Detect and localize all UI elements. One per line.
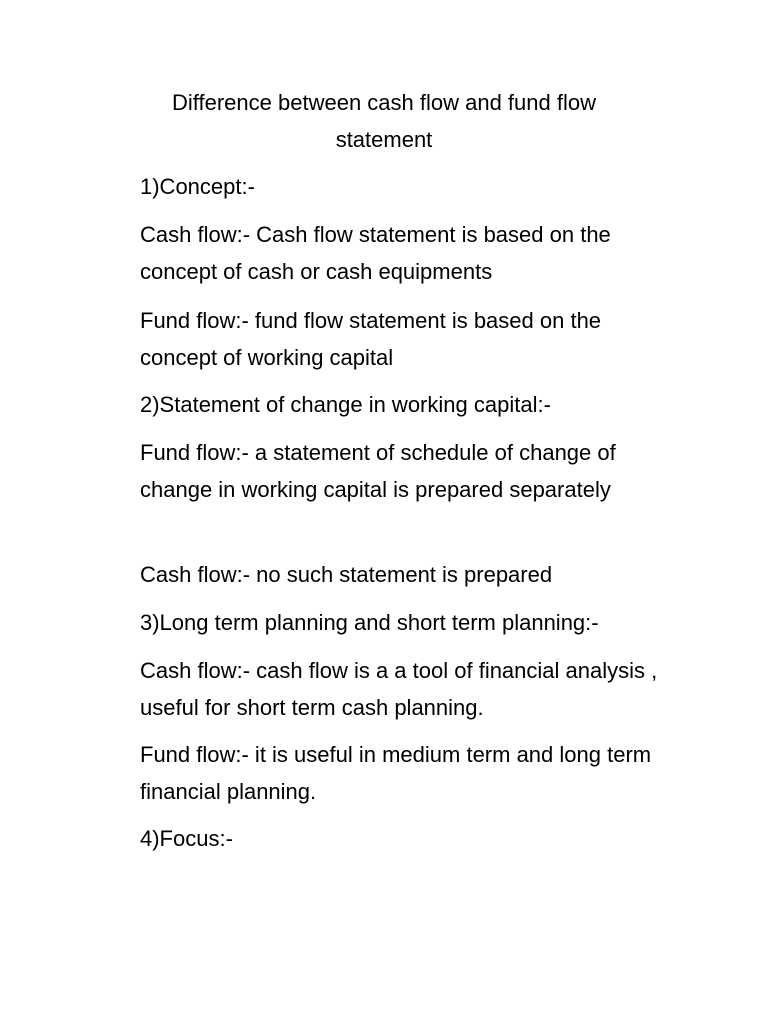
paragraph-fund-flow-planning: Fund flow:- it is useful in medium term and long term financial planning. [140,742,652,804]
section-heading-planning: 3)Long term planning and short term planning:- [140,610,599,635]
paragraph-fund-flow-concept: Fund flow:- fund flow statement is based on the concept of working capital [140,308,602,370]
section-heading-concept: 1)Concept:- [140,174,255,199]
title-line-2: statement [335,127,433,152]
paragraph-cash-flow-working-capital: Cash flow:- no such statement is prepared [140,562,553,587]
paragraph-cash-flow-concept: Cash flow:- Cash flow statement is based on the concept of cash or cash equipments [140,222,611,284]
document-title [110,84,658,158]
paragraph-cash-flow-planning: Cash flow:- cash flow is a a tool of financial analysis , useful for short term cash planning. [140,658,658,720]
title-line-1: Difference between cash flow and fund flow [172,90,596,115]
section-heading-working-capital: 2)Statement of change in working capital:- [140,392,551,417]
paragraph-fund-flow-working-capital: Fund flow:- a statement of schedule of change of change in working capital is prepared separately [140,440,616,502]
section-heading-focus: 4)Focus:- [140,826,233,851]
